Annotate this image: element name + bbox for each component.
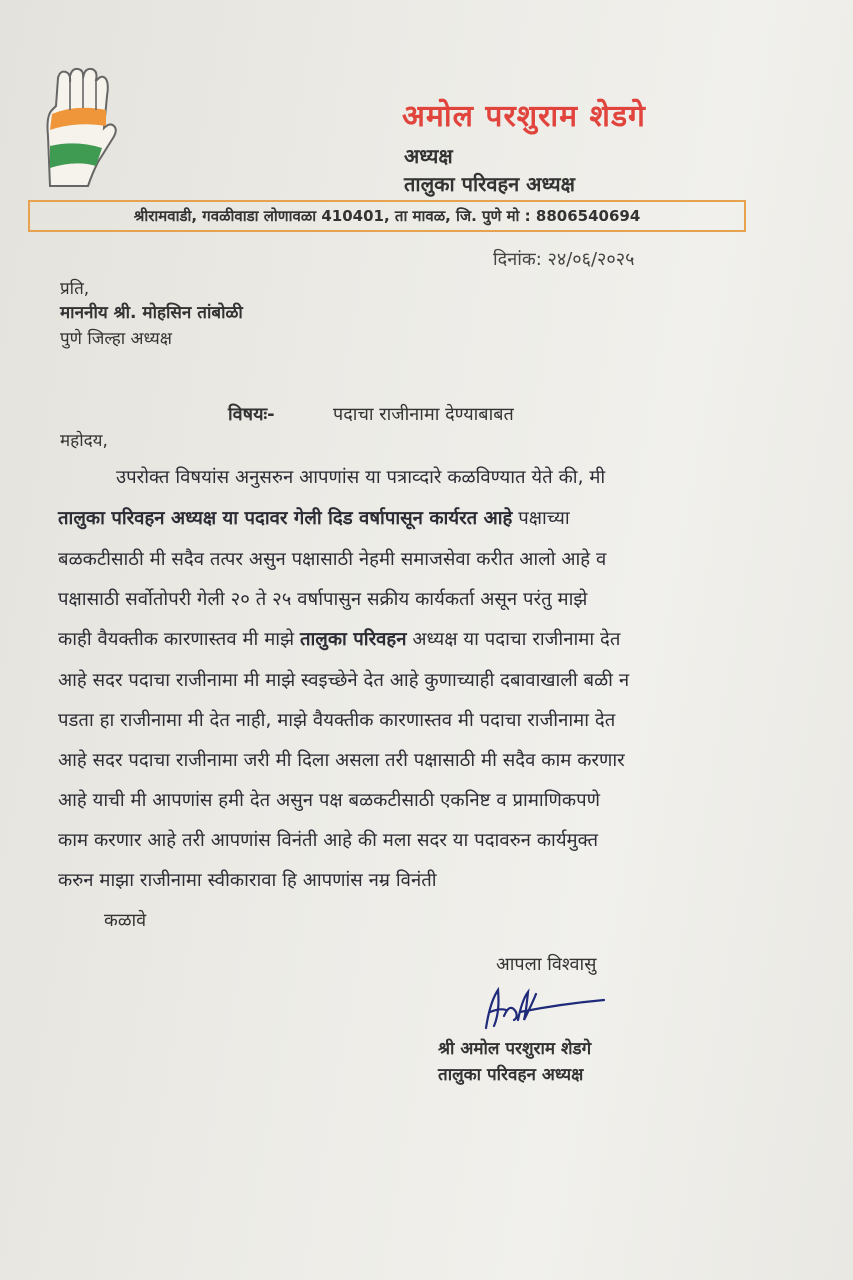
subject-label: विषयः- bbox=[228, 404, 275, 425]
subject-text: पदाचा राजीनामा देण्याबाबत bbox=[333, 404, 514, 425]
body-line-5-a: काही वैयक्तीक कारणास्तव मी माझे bbox=[58, 629, 300, 650]
body-line-2-bold: तालुका परिवहन अध्यक्ष या पदावर गेली दिड वर्षापासून कार्यरत आहे bbox=[58, 508, 513, 529]
signatory-name: श्री अमोल परशुराम शेडगे bbox=[438, 1039, 592, 1059]
address-text: श्रीरामवाडी, गवळीवाडा लोणावळा 410401, ता मावळ, जि. पुणे मो : 8806540694 bbox=[133, 207, 641, 225]
body-line-1: उपरोक्त विषयांस अनुसरुन आपणांस या पत्राव्दारे कळविण्यात येते की, मी bbox=[116, 467, 606, 488]
body-line-9: आहे याची मी आपणांस हमी देत असुन पक्ष बळकटीसाठी एकनिष्ट व प्रामाणिकपणे bbox=[58, 790, 600, 811]
body-line-10: काम करणार आहे तरी आपणांस विनंती आहे की मला सदर या पदावरुन कार्यमुक्त bbox=[58, 830, 599, 851]
body-line-5 bbox=[58, 626, 620, 651]
body-line-5-bold: तालुका परिवहन bbox=[299, 629, 407, 650]
letterhead-role: अध्यक्ष bbox=[404, 144, 453, 168]
body-line-3: बळकटीसाठी मी सदैव तत्पर असुन पक्षासाठी नेहमी समाजसेवा करीत आलो आहे व bbox=[58, 549, 607, 570]
body-line-5-b: अध्यक्ष या पदाचा राजीनामा देत bbox=[406, 629, 621, 650]
salutation: महोदय, bbox=[60, 431, 108, 451]
body-line-8: आहे सदर पदाचा राजीनामा जरी मी दिला असला तरी पक्षासाठी मी सदैव काम करणार bbox=[58, 750, 625, 771]
body-line-2 bbox=[58, 505, 570, 530]
letterhead-subrole: तालुका परिवहन अध्यक्ष bbox=[404, 172, 575, 196]
body-line-6: आहे सदर पदाचा राजीनामा मी माझे स्वइच्छेने देत आहे कुणाच्याही दबावाखाली बळी न bbox=[58, 670, 630, 691]
closing-text: आपला विश्वासु bbox=[496, 954, 597, 975]
body-line-7: पडता हा राजीनामा मी देत नाही, माझे वैयक्तीक कारणास्तव मी पदाचा राजीनामा देत bbox=[58, 710, 616, 731]
letter-date: दिनांक: २४/०६/२०२५ bbox=[493, 249, 635, 270]
letterhead-name: अमोल परशुराम शेडगे bbox=[402, 99, 646, 134]
signatory-role: तालुका परिवहन अध्यक्ष bbox=[438, 1065, 584, 1085]
recipient-prefix: प्रति, bbox=[60, 279, 90, 299]
kalave-text: कळावे bbox=[104, 910, 147, 931]
body-line-4: पक्षासाठी सर्वोतोपरी गेली २० ते २५ वर्षापासुन सक्रीय कार्यकर्ता असून परंतु माझे bbox=[58, 589, 588, 610]
body-line-2-rest: पक्षाच्या bbox=[512, 508, 570, 529]
party-hand-logo-icon bbox=[36, 66, 120, 192]
recipient-name: माननीय श्री. मोहसिन तांबोळी bbox=[60, 303, 243, 323]
address-box bbox=[28, 200, 746, 232]
body-line-11: करुन माझा राजीनामा स्वीकारावा हि आपणांस नम्र विनंती bbox=[58, 870, 437, 891]
signature-icon bbox=[480, 982, 610, 1032]
recipient-role: पुणे जिल्हा अध्यक्ष bbox=[60, 329, 172, 349]
